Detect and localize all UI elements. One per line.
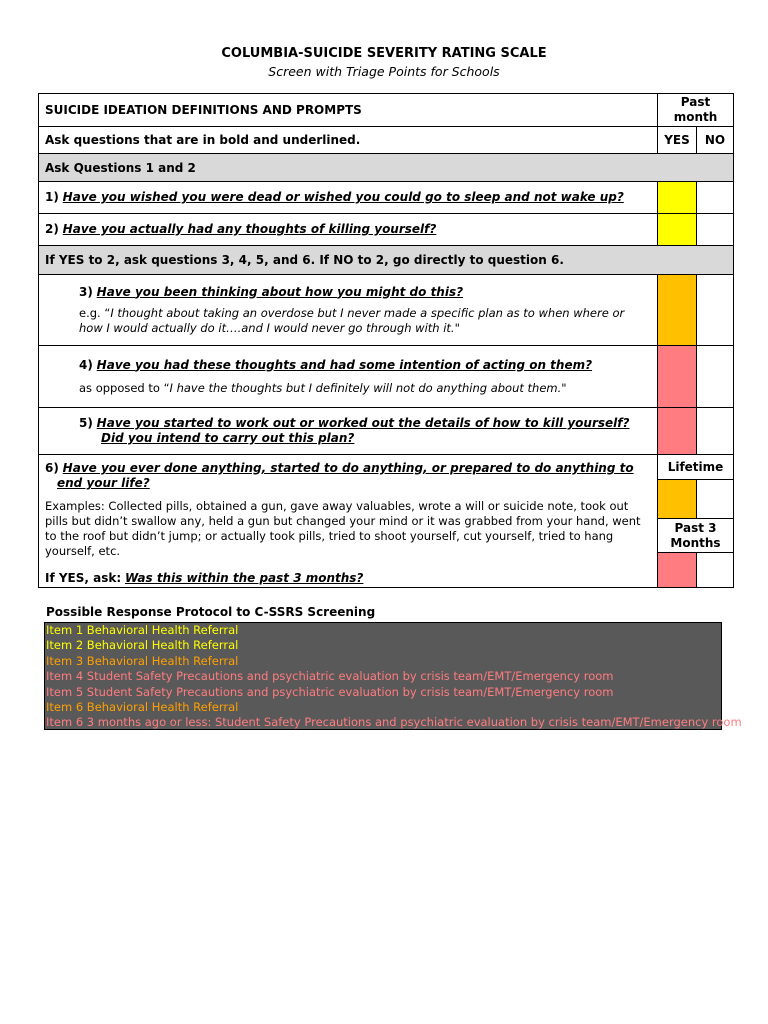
question-4 (39, 346, 658, 408)
question-1-number: 1) (45, 190, 59, 204)
question-2-text: Have you actually had any thoughts of killing yourself? (62, 222, 437, 236)
protocol-item-4: Item 4 Student Safety Precautions and psychiatric evaluation by crisis team/EMT/Emergency room (46, 669, 614, 684)
q3-example-quote: I thought about taking an overdose but I never made a specific plan as to when where or how I would actually do it….and I would never go through with it. (79, 305, 625, 335)
question-1-text: Have you wished you were dead or wished you could go to sleep and not wake up? (62, 190, 624, 204)
group2-heading: If YES to 2, ask questions 3, 4, 5, and 6. If NO to 2, go directly to question 6. (39, 246, 734, 275)
q4-example-prefix: as opposed to “ (79, 380, 170, 395)
q6-followup-text: Was this within the past 3 months? (124, 571, 364, 585)
question-row-2 (39, 214, 734, 246)
instruction-row (39, 127, 734, 154)
q6-lifetime-no-cell[interactable] (697, 480, 734, 519)
q1-no-cell[interactable] (697, 182, 734, 214)
q4-no-cell[interactable] (697, 346, 734, 408)
protocol-item-6: Item 6 Behavioral Health Referral (46, 699, 239, 714)
group1-heading-row (39, 154, 734, 182)
q4-example-quote: I have the thoughts but I definitely will not do anything about them. (169, 380, 562, 395)
q5-no-cell[interactable] (697, 408, 734, 455)
q2-yes-cell[interactable] (658, 214, 697, 246)
lifetime-header: Lifetime (658, 455, 734, 480)
question-4-text: Have you had these thoughts and had some intention of acting on them? (96, 357, 593, 372)
table-header-row (39, 94, 734, 127)
q6-3months-yes-cell[interactable] (658, 553, 697, 588)
past-month-header: Past month (658, 94, 734, 127)
group2-heading-row (39, 246, 734, 275)
q3-example-suffix: " (454, 320, 460, 335)
question-4-number: 4) (79, 357, 93, 372)
question-5-text: Have you started to work out or worked out the details of how to kill yourself? Did you intend to carry out this plan? (96, 416, 630, 445)
instruction-text: Ask questions that are in bold and underlined. (39, 127, 658, 154)
question-6 (39, 455, 658, 588)
group1-heading: Ask Questions 1 and 2 (39, 154, 734, 182)
protocol-box (44, 622, 742, 730)
question-6-number: 6) (45, 461, 59, 475)
question-row-6a (39, 455, 734, 480)
q5-yes-cell[interactable] (658, 408, 697, 455)
document-title: COLUMBIA-SUICIDE SEVERITY RATING SCALE (221, 46, 547, 61)
question-3-example (79, 306, 651, 336)
question-row-5 (39, 408, 734, 455)
question-row-4 (39, 346, 734, 408)
q3-example-prefix: e.g. “ (79, 305, 111, 320)
question-row-1 (39, 182, 734, 214)
question-5 (39, 408, 658, 455)
protocol-item-1: Item 1 Behavioral Health Referral (46, 623, 239, 637)
screening-table (38, 93, 734, 588)
q6-lifetime-yes-cell[interactable] (658, 480, 697, 519)
question-5-number: 5) (79, 416, 93, 430)
yes-column-header: YES (658, 127, 697, 154)
q3-yes-cell[interactable] (658, 275, 697, 346)
q1-yes-cell[interactable] (658, 182, 697, 214)
q4-example-suffix: " (561, 380, 567, 395)
q6-followup-prefix: If YES, ask: (45, 571, 122, 585)
question-6-examples: Examples: Collected pills, obtained a gun, gave away valuables, wrote a will or suicide note, took out pills but didn’t swallow any, held a gun but changed your mind or it was grabbed from your hand, went to the roof but didn’t jump; or actually took pills, tried to shoot yourself, cut yourself, tried to hang yourself, etc. (45, 499, 641, 558)
protocol-title: Possible Response Protocol to C-SSRS Screening (46, 605, 376, 619)
protocol-item-7: Item 6 3 months ago or less: Student Safety Precautions and psychiatric evaluation by crisis team/EMT/Emergency room (46, 715, 742, 730)
q2-no-cell[interactable] (697, 214, 734, 246)
question-2 (39, 214, 658, 246)
no-column-header: NO (697, 127, 734, 154)
question-6-followup (45, 571, 651, 586)
q3-no-cell[interactable] (697, 275, 734, 346)
question-2-number: 2) (45, 222, 59, 236)
protocol-item-5: Item 5 Student Safety Precautions and psychiatric evaluation by crisis team/EMT/Emergency room (46, 684, 614, 699)
question-3-text: Have you been thinking about how you might do this? (96, 284, 464, 299)
section-heading: SUICIDE IDEATION DEFINITIONS AND PROMPTS (39, 94, 658, 127)
question-3 (39, 275, 658, 346)
q6-3months-no-cell[interactable] (697, 553, 734, 588)
question-4-example (79, 381, 651, 396)
q4-yes-cell[interactable] (658, 346, 697, 408)
question-1 (39, 182, 658, 214)
protocol-item-3: Item 3 Behavioral Health Referral (46, 653, 239, 668)
protocol-item-2: Item 2 Behavioral Health Referral (46, 638, 239, 653)
question-3-number: 3) (79, 284, 93, 299)
question-row-3 (39, 275, 734, 346)
document-subtitle: Screen with Triage Points for Schools (268, 64, 500, 79)
past-3-months-header: Past 3 Months (658, 519, 734, 553)
question-6-text: Have you ever done anything, started to do anything, or prepared to do anything to end your life? (57, 461, 634, 490)
